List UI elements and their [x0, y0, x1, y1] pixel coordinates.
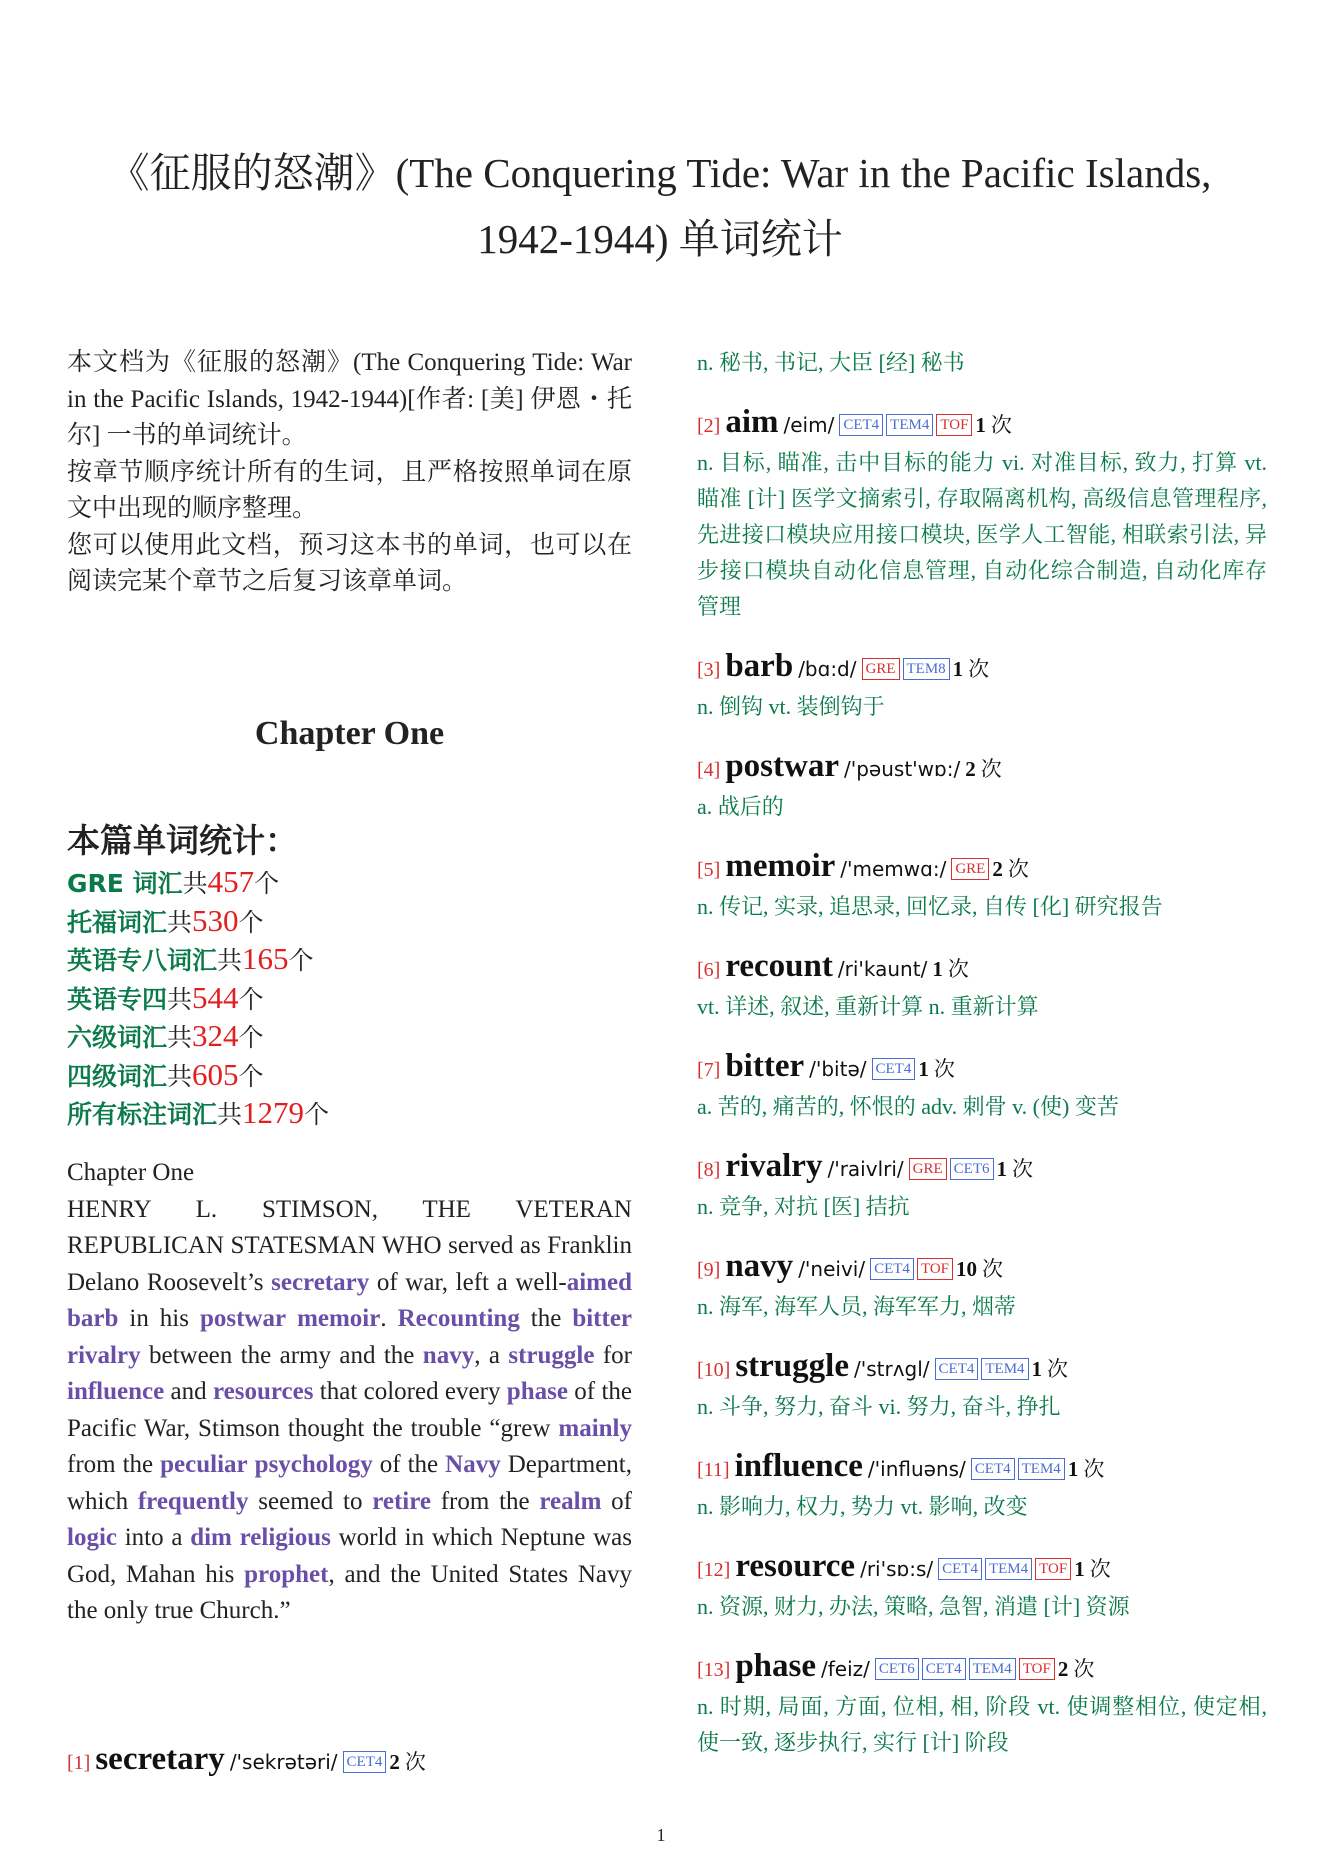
stat-suffix: 个	[304, 1100, 330, 1129]
keyword: Navy	[445, 1451, 501, 1478]
stat-label: 英语专八词汇	[67, 946, 218, 975]
passage-segment: that colored every	[313, 1378, 507, 1405]
level-tag: GRE	[909, 1158, 947, 1180]
entry-head	[697, 647, 1267, 689]
entry-definition: n. 海军, 海军人员, 海军军力, 烟蒂	[697, 1294, 1017, 1319]
stat-suffix: 个	[238, 1023, 264, 1052]
entry-head	[697, 1347, 1267, 1389]
entry-head	[67, 1740, 632, 1782]
entry-head	[697, 1047, 1267, 1089]
level-tag: TEM4	[886, 414, 933, 436]
left-column	[67, 345, 633, 1777]
left-entries	[67, 1740, 632, 1804]
entry-count: 1	[932, 957, 943, 981]
keyword: phase	[506, 1378, 568, 1405]
entry-count: 1	[996, 1157, 1007, 1181]
keyword: dim	[190, 1524, 232, 1551]
level-tag: TEM4	[981, 1358, 1028, 1380]
passage-segment: seemed to	[248, 1487, 373, 1515]
entry-count: 1	[918, 1057, 929, 1081]
entry-phonetic: /'bitə/	[809, 1057, 867, 1081]
passage-segment: Department, which	[67, 1451, 632, 1515]
vocab-entry	[67, 1740, 632, 1782]
page-title: 《征服的怒潮》(The Conquering Tide: War in the Pacific Islands, 1942-1944) 单词统计	[108, 150, 1212, 262]
vocab-entry	[697, 647, 1267, 725]
entry-definition: n. 斗争, 努力, 奋斗 vi. 努力, 奋斗, 挣扎	[697, 1394, 1061, 1419]
passage-segment: in his	[118, 1305, 200, 1332]
entry-index: [3]	[697, 659, 721, 681]
stat-count: 1279	[242, 1095, 305, 1130]
passage-segment: into a	[117, 1524, 191, 1551]
entry-word: bitter	[725, 1048, 805, 1084]
vocab-entry	[697, 1147, 1267, 1225]
stat-label: 英语专四	[67, 984, 168, 1014]
entry-count: 1	[975, 413, 986, 437]
stat-suffix: 个	[238, 907, 264, 937]
level-tag: TEM8	[903, 658, 950, 680]
stat-line	[67, 864, 632, 903]
keyword: rivalry	[67, 1341, 141, 1369]
entry-count-unit: 次	[933, 1057, 955, 1081]
passage-segment: of the	[372, 1451, 446, 1478]
keyword: memoir	[297, 1305, 381, 1332]
intro-paragraph-1: 本文档为《征服的怒潮》(The Conquering Tide: War in the Pacific Islands, 1942-1944)[作者: [美] 伊恩・托尔] 一书的单词统计。	[67, 349, 632, 449]
entry-count-unit: 次	[990, 413, 1012, 437]
vocab-entry	[697, 1247, 1267, 1325]
entry-count-unit: 次	[1047, 1357, 1069, 1381]
keyword: psychology	[254, 1451, 373, 1478]
stat-count: 544	[192, 979, 239, 1015]
stat-mid: 共	[167, 984, 193, 1014]
level-tag: TEM4	[985, 1558, 1032, 1580]
stat-count: 457	[207, 864, 255, 899]
stat-mid: 共	[167, 907, 193, 937]
entry-head	[697, 1247, 1267, 1289]
level-tag: CET4	[935, 1358, 979, 1380]
entry-head	[697, 747, 1267, 789]
entry-index: [6]	[697, 959, 721, 981]
entry-head	[697, 403, 1267, 445]
level-tag: TEM4	[1018, 1458, 1065, 1480]
vocab-entry	[697, 1547, 1267, 1625]
right-column	[697, 345, 1267, 1783]
entry-count-unit: 次	[1089, 1557, 1111, 1581]
vocab-entry	[697, 847, 1267, 925]
passage-segment: world in which Neptune was God, Mahan his	[67, 1524, 632, 1588]
entry-index: [2]	[697, 415, 721, 437]
passage-segment	[248, 1451, 255, 1478]
level-tag: CET6	[950, 1158, 994, 1180]
word-stats	[67, 815, 632, 1134]
vocab-entry	[697, 1047, 1267, 1125]
intro-paragraph-2: 按章节顺序统计所有的生词，且严格按照单词在原文中出现的顺序整理。	[67, 458, 632, 522]
entry-word: recount	[725, 948, 833, 984]
stat-line	[67, 903, 632, 942]
passage-segment	[286, 1305, 297, 1332]
stat-line	[67, 1095, 632, 1134]
entry-count: 2	[992, 857, 1003, 881]
keyword: mainly	[558, 1414, 632, 1442]
keyword: resources	[213, 1378, 314, 1405]
passage-segment: and	[164, 1378, 213, 1405]
entry-phonetic: /'neivi/	[798, 1257, 866, 1281]
entry-definition: n. 目标, 瞄准, 击中目标的能力 vi. 对准目标, 致力, 打算 vt. 瞄准 [计] 医学文摘索引, 存取隔离机构, 高级信息管理程序, 先进接口模块应用接口模块, 医学人工智能, 相联索引法, 异步接口模块自动化信息管理, 自动化综合制造, 自动化库存管理	[697, 450, 1267, 619]
stat-count: 605	[192, 1056, 239, 1092]
entry-word: navy	[725, 1248, 794, 1284]
passage-segment: , and the United States Navy the only true Church.”	[67, 1560, 632, 1624]
entry-count: 1	[1031, 1357, 1043, 1381]
entry-count: 1	[1074, 1557, 1085, 1581]
entry-definition: n. 传记, 实录, 追思录, 回忆录, 自传 [化] 研究报告	[697, 894, 1163, 919]
intro-paragraph-3: 您可以使用此文档，预习这本书的单词，也可以在阅读完某个章节之后复习该章单词。	[67, 531, 632, 595]
stat-line	[67, 980, 632, 1019]
entry-word: phase	[735, 1648, 817, 1684]
entry-head	[697, 1547, 1267, 1589]
passage-segment: of	[601, 1487, 632, 1515]
level-tag: CET4	[938, 1558, 982, 1580]
keyword: retire	[372, 1487, 431, 1515]
stat-suffix: 个	[238, 984, 264, 1014]
entry-phonetic: /'pəust'wɒ:/	[844, 757, 961, 781]
level-tag: CET4	[343, 1751, 387, 1773]
entry-count: 10	[956, 1257, 978, 1281]
entry-phonetic: /ri'sɒ:s/	[860, 1557, 934, 1581]
entry-phonetic: /'strʌgl/	[853, 1357, 930, 1381]
passage-segment: from the	[430, 1487, 540, 1515]
stat-mid: 共	[217, 946, 243, 975]
keyword: realm	[539, 1487, 602, 1515]
entry-word: influence	[734, 1448, 863, 1484]
entry-head	[697, 847, 1267, 889]
page-number: 1	[656, 1825, 666, 1845]
keyword: barb	[67, 1305, 119, 1332]
keyword: prophet	[244, 1560, 329, 1588]
level-tag: CET4	[971, 1458, 1015, 1480]
entry-phonetic: /'sekrətəri/	[229, 1750, 338, 1774]
stat-mid: 共	[217, 1100, 243, 1129]
entry-count: 2	[389, 1750, 400, 1774]
vocab-entry	[697, 403, 1267, 625]
entry-count: 1	[1067, 1457, 1079, 1481]
entry-count: 2	[1057, 1657, 1069, 1681]
keyword: Recounting	[397, 1305, 520, 1332]
entry-definition: a. 战后的	[697, 794, 784, 819]
keyword: peculiar	[160, 1451, 248, 1478]
entry-definition: n. 时期, 局面, 方面, 位相, 相, 阶段 vt. 使调整相位, 使定相, 使一致, 逐步执行, 实行 [计] 阶段	[697, 1694, 1267, 1755]
entry-phonetic: /'influəns/	[867, 1457, 966, 1481]
level-tag: CET4	[870, 1258, 914, 1280]
level-tag: TOF	[936, 414, 972, 436]
entry-count: 2	[965, 757, 976, 781]
level-tag: CET4	[872, 1058, 916, 1080]
entry-definition-continued: n. 秘书, 书记, 大臣 [经] 秘书	[697, 350, 965, 375]
stat-mid: 共	[167, 1023, 193, 1052]
level-tag: CET4	[922, 1658, 966, 1680]
passage-segment: for	[594, 1341, 632, 1369]
keyword: postwar	[199, 1305, 287, 1332]
entry-head	[697, 947, 1267, 989]
vocab-entry	[697, 1347, 1267, 1425]
entry-index: [12]	[697, 1559, 731, 1581]
stat-count: 324	[192, 1018, 239, 1053]
chapter-heading: Chapter One	[254, 715, 445, 752]
stat-line	[67, 1018, 632, 1057]
keyword: secretary	[271, 1268, 370, 1296]
level-tag: TEM4	[969, 1658, 1016, 1680]
entry-count-unit: 次	[1007, 857, 1029, 881]
passage-segment: of the Pacific War, Stimson thought the trouble “grew	[67, 1378, 632, 1442]
entry-count-unit: 次	[982, 1257, 1004, 1281]
entry-index: [8]	[697, 1159, 721, 1181]
level-tag: TOF	[917, 1258, 953, 1280]
entry-index: [11]	[697, 1459, 730, 1481]
keyword: struggle	[508, 1341, 595, 1369]
entry-index: [5]	[697, 859, 721, 881]
entry-count-unit: 次	[1083, 1457, 1105, 1481]
keyword: navy	[422, 1341, 475, 1369]
passage-segment: the	[519, 1305, 573, 1332]
entry-definition: n. 影响力, 权力, 势力 vt. 影响, 改变	[697, 1494, 1028, 1519]
stat-mid: 共	[167, 1061, 193, 1091]
entry-index: [13]	[697, 1659, 731, 1681]
level-tag: CET6	[875, 1658, 919, 1680]
level-tag: GRE	[951, 858, 989, 880]
entry-index: [9]	[697, 1259, 721, 1281]
stat-label: 六级词汇	[67, 1023, 168, 1052]
passage-segment	[232, 1524, 240, 1551]
entry-word: aim	[725, 404, 779, 440]
entry-word: rivalry	[725, 1148, 823, 1184]
entry-definition: n. 倒钩 vt. 装倒钩于	[697, 694, 885, 719]
stats-title: 本篇单词统计：	[67, 821, 298, 860]
entry-head	[697, 1447, 1267, 1489]
stat-label: 四级词汇	[67, 1061, 168, 1091]
passage-segment: of war, left a well-	[369, 1268, 567, 1296]
entry-word: postwar	[725, 748, 839, 784]
entry-count-unit: 次	[404, 1750, 426, 1774]
entry-head	[697, 1647, 1267, 1689]
entry-word: memoir	[725, 848, 836, 884]
entry-phonetic: /'raivlri/	[827, 1157, 904, 1181]
entry-definition: a. 苦的, 痛苦的, 怀恨的 adv. 刺骨 v. (使) 变苦	[697, 1094, 1119, 1119]
vocab-entry	[697, 947, 1267, 1025]
stat-count: 165	[242, 941, 289, 976]
passage-segment: between the army and the	[140, 1341, 423, 1369]
level-tag: TOF	[1035, 1558, 1071, 1580]
entry-head	[697, 1147, 1267, 1189]
keyword: frequently	[137, 1487, 249, 1515]
vocab-entry	[697, 1647, 1267, 1761]
level-tag: CET4	[839, 414, 883, 436]
entry-count-unit: 次	[968, 657, 990, 681]
entry-index: [7]	[697, 1059, 721, 1081]
stat-suffix: 个	[238, 1061, 264, 1091]
keyword: bitter	[572, 1305, 633, 1332]
entry-phonetic: /ri'kaunt/	[837, 957, 928, 981]
entry-index: [4]	[697, 759, 721, 781]
entry-count-unit: 次	[1012, 1157, 1033, 1181]
passage-segment: , a	[474, 1341, 509, 1369]
passage-heading: Chapter One	[67, 1159, 195, 1186]
intro	[67, 345, 632, 601]
stat-suffix: 个	[288, 946, 314, 975]
entry-index: [10]	[697, 1359, 731, 1381]
passage	[67, 1155, 632, 1630]
keyword: influence	[67, 1378, 165, 1405]
stat-line	[67, 1057, 632, 1096]
passage-segment: .	[380, 1305, 398, 1332]
entry-phonetic: /bɑ:d/	[798, 657, 857, 681]
vocab-entry	[697, 747, 1267, 825]
vocab-entry	[697, 1447, 1267, 1525]
entry-definition: n. 资源, 财力, 办法, 策略, 急智, 消遣 [计] 资源	[697, 1594, 1130, 1619]
stat-label: GRE 词汇	[67, 869, 183, 898]
entry-phonetic: /feiz/	[821, 1657, 870, 1681]
entry-count-unit: 次	[980, 757, 1002, 781]
entry-definition: vt. 详述, 叙述, 重新计算 n. 重新计算	[697, 994, 1039, 1019]
passage-segment: HENRY L. STIMSON, THE VETERAN REPUBLICAN STATESMAN WHO served as Franklin Delano Roosevelt’s	[67, 1195, 632, 1296]
entry-word: secretary	[95, 1741, 225, 1777]
entry-word: struggle	[735, 1348, 849, 1384]
entry-word: resource	[735, 1548, 856, 1584]
keyword: religious	[239, 1524, 331, 1551]
stat-label: 所有标注词汇	[67, 1100, 218, 1129]
entry-count: 1	[952, 657, 964, 681]
entry-word: barb	[725, 648, 794, 684]
entry-phonetic: /'memwɑ:/	[840, 857, 947, 881]
stat-count: 530	[192, 902, 239, 938]
entry-phonetic: /eim/	[783, 413, 835, 437]
stat-suffix: 个	[254, 869, 280, 898]
entry-index: [1]	[67, 1752, 91, 1774]
keyword: logic	[67, 1524, 117, 1551]
passage-segment: from the	[67, 1451, 161, 1478]
stat-line	[67, 941, 632, 980]
keyword: aimed	[566, 1268, 632, 1296]
entry-count-unit: 次	[947, 957, 969, 981]
level-tag: TOF	[1019, 1658, 1055, 1680]
stat-label: 托福词汇	[67, 907, 168, 937]
passage-text	[67, 1192, 632, 1630]
entry-definition: n. 竞争, 对抗 [医] 拮抗	[697, 1194, 910, 1219]
entry-count-unit: 次	[1073, 1657, 1095, 1681]
stat-mid: 共	[182, 869, 208, 898]
level-tag: GRE	[862, 658, 900, 680]
